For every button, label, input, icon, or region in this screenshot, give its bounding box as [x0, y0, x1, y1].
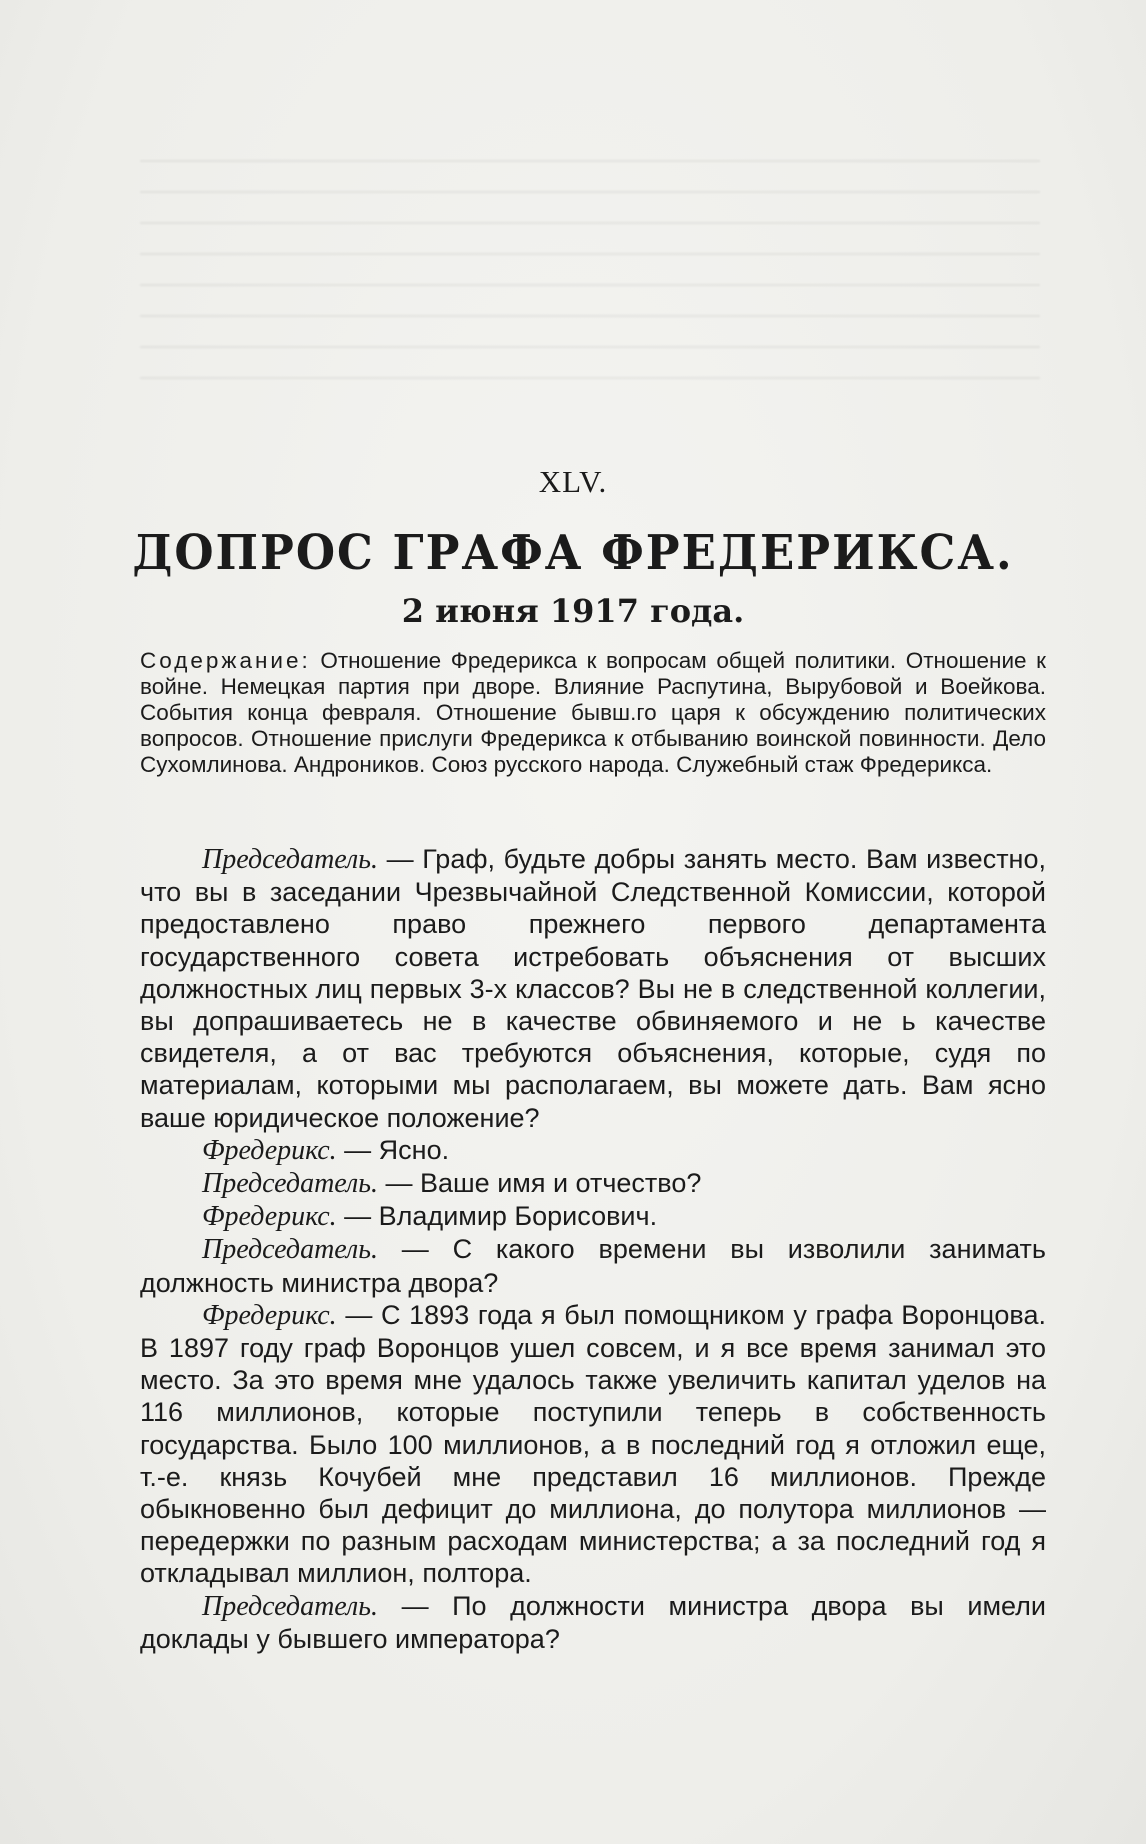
- speech-text: — С 1893 года я был помощником у графа Воронцова. В 1897 году граф Воронцов ушел совсем, и я все время занимал это место. За это время мне удалось также увеличить капитал уделов на 116 миллионов, которые поступили теперь в собственность государства. Было 100 миллионов, а в последний год я отложил еще, т.-е. князь Кочубей мне представил 16 миллионов. Прежде обыкновенно был дефицит до миллиона, до полутора миллионов — передержки по разным расходам министерства; а за последний год я откладывал миллион, полтора.: [140, 1299, 1046, 1589]
- speaker-name: Председатель.: [202, 1234, 378, 1266]
- speech-text: — С какого времени вы изволили занимать должность министра двора?: [140, 1234, 1046, 1298]
- dialogue-paragraph: [140, 1167, 1046, 1200]
- summary-label: Содержание:: [140, 648, 311, 673]
- speech-text: — По должности министра двора вы имели доклады у бывшего императора?: [140, 1590, 1046, 1654]
- speaker-name: Председатель.: [202, 844, 378, 875]
- speech-text: — Ваше имя и отчество?: [385, 1168, 702, 1199]
- speaker-name: Фредерикс.: [202, 1299, 337, 1331]
- speech-text: — Граф, будьте добры занять место. Вам известно, что вы в заседании Чрезвычайной Следственной Комиссии, которой предоставлено право прежнего первого департамента государственного совета истребовать объяснения от высших должностных лиц первых 3-х классов? Вы не в следственной коллегии, вы допрашиваетесь не в качестве обвиняемого и не ь качестве свидетеля, а от вас требуются объяснения, которые, судя по материалам, которыми мы располагаем, вы можете дать. Вам ясно ваше юридическое положение?: [140, 844, 1046, 1133]
- speaker-name: Фредерикс.: [202, 1201, 337, 1233]
- summary-block: [140, 648, 1046, 778]
- dialogue-paragraph: [140, 1134, 1046, 1167]
- dialogue-paragraph: [140, 843, 1046, 1134]
- summary-text: Отношение Фредерикса к вопросам общей политики. Отношение к войне. Немецкая партия при дворе. Влияние Распутина, Вырубовой и Воейкова. События конца февраля. Отношение бывш.го царя к обсуждению политических вопросов. Отношение прислуги Фредерикса к отбыванию воинской повинности. Дело Сухомлинова. Андроников. Союз русского народа. Служебный стаж Фредерикса.: [140, 648, 1046, 777]
- dialogue-body: [140, 843, 1046, 1655]
- dialogue-paragraph: [140, 1299, 1046, 1590]
- speaker-name: Председатель.: [202, 1590, 378, 1622]
- speaker-name: Председатель.: [202, 1168, 378, 1200]
- speech-text: — Ясно.: [344, 1134, 450, 1165]
- bleed-through-shadow: [140, 160, 1040, 390]
- document-title: ДОПРОС ГРАФА ФРЕДЕРИКСА.: [132, 524, 1014, 581]
- dialogue-paragraph: [140, 1233, 1046, 1298]
- chapter-number: XLV.: [538, 464, 608, 499]
- document-date: 2 июня 1917 года.: [401, 592, 745, 630]
- dialogue-paragraph: [140, 1200, 1046, 1233]
- dialogue-paragraph: [140, 1590, 1046, 1655]
- speaker-name: Фредерикс.: [202, 1134, 337, 1166]
- speech-text: — Владимир Борисович.: [344, 1201, 658, 1232]
